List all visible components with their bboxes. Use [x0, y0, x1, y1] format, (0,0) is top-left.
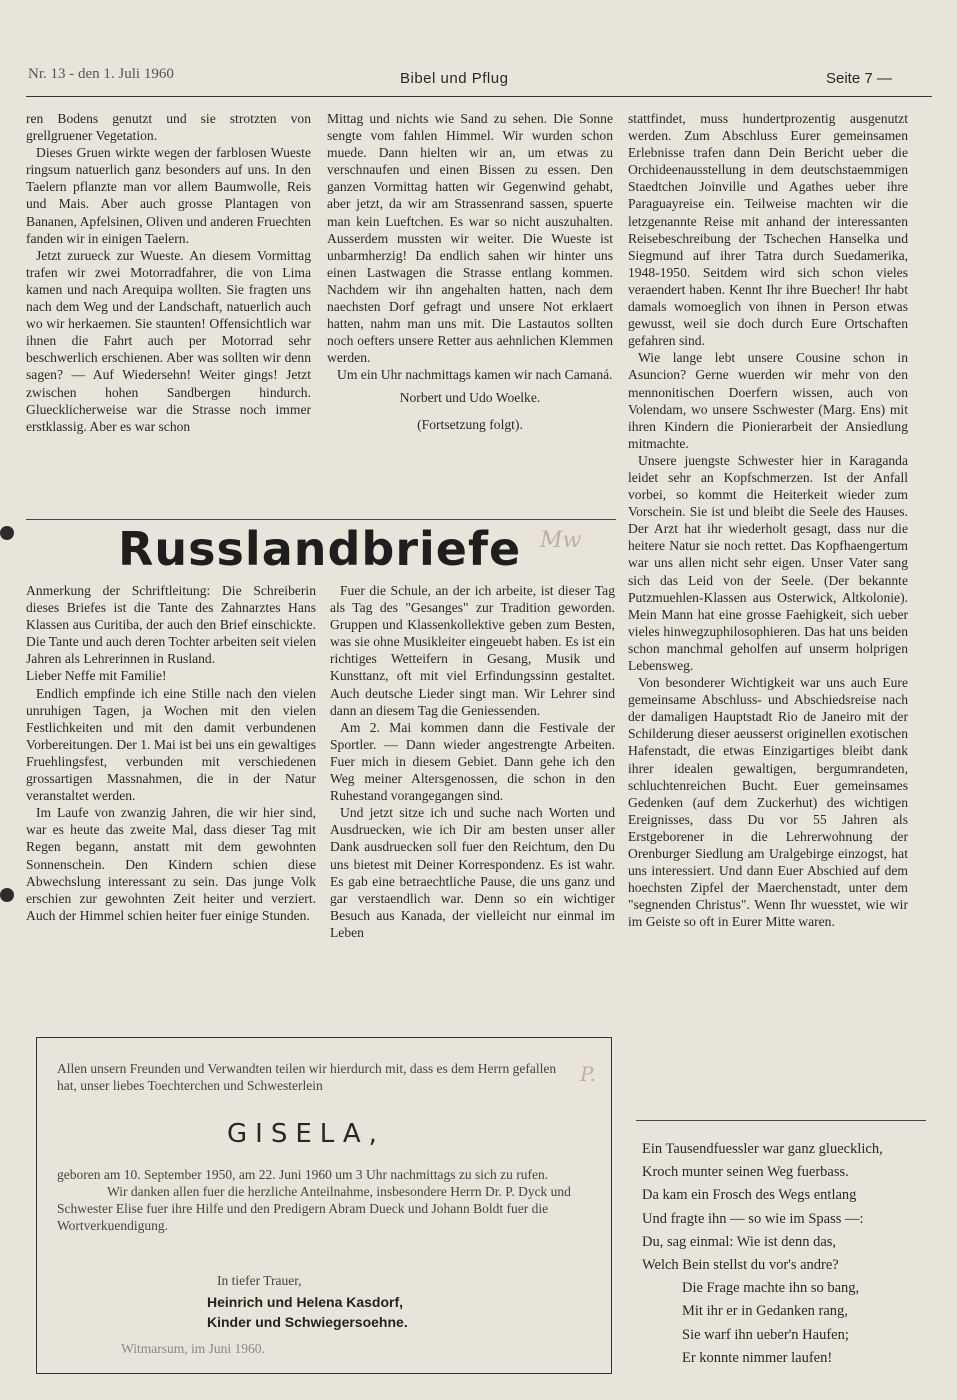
poem-line: Du, sag einmal: Wie ist denn das, [642, 1233, 837, 1250]
paragraph: ren Bodens genutzt und sie strotzten von grellgruener Vegetation. [26, 111, 311, 144]
notice-family [207, 1292, 408, 1332]
paragraph: Endlich empfinde ich eine Stille nach den vielen unruhigen Tagen, ja Wochen mit den vielen Festlichkeiten und mit den damit verbundenen Vorbereitungen. Der 1. Mai ist bei uns ein gewaltiges Fruehlingsfest, verbunden mit verschiedenen grossartigen Massnahmen, die in der Natur veranstaltet werden. [26, 685, 316, 804]
poem-line: Kroch munter seinen Weg fuerbass. [642, 1164, 849, 1181]
russland-column-2 [330, 582, 615, 941]
travel-article-column-1 [26, 110, 311, 435]
poem-line: Und fragte ihn — so wie im Spass —: [642, 1210, 864, 1227]
pencil-annotation: Mw [540, 528, 582, 553]
paragraph: Fuer die Schule, an der ich arbeite, ist dieser Tag als Tag des "Gesanges" zur Tradition geworden. Gruppen und Klassenkollektive geben zum Besten, was sie ohne Musikleiter eingeuebt haben. Es ist ein richtiges Wetteifern in Gesang, Musik und Kunsttanz, oft mit viel Erfindungssinn gestaltet. Auch deutsche Lieder singt man. Wir Lehrer sind dann an diesem Tag die Geniessenden. [330, 583, 615, 718]
editor-note: Anmerkung der Schriftleitung: Die Schreiberin dieses Briefes ist die Tante des Zahnarztes Hans Klassen aus Curitiba, der auch den Brief einschickte. Die Tante und auch deren Tochter arbeiten seit vielen Jahren als Lehrerinnen in Rusland. [26, 583, 316, 667]
punch-hole [0, 888, 14, 902]
notice-family-line-2: Kinder und Schwiegersoehne. [207, 1314, 408, 1330]
letter-continuation-column [628, 110, 908, 931]
poem [642, 1138, 928, 1370]
notice-family-line-1: Heinrich und Helena Kasdorf, [207, 1294, 404, 1310]
poem-line: Mit ihr er in Gedanken rang, [682, 1303, 848, 1320]
paragraph: Im Laufe von zwanzig Jahren, die wir hier sind, war es heute das zweite Mal, dass dieser Tag mit Regen begann, anstatt mit dem gewohnten Sonnenschein. Den Kindern schien diese Abwechslung interessant zu sein. Das junge Volk erschien zur gewohnten Zeit heiter und verziert. Auch der Himmel schien heiter fuer einige Stunden. [26, 805, 316, 923]
paragraph: Von besonderer Wichtigkeit war uns auch Eure gemeinsame Abschluss- und Abschiedsreise nach der damaligen Hauptstadt Rio de Janeiro mit der Schilderung dieser aeusserst originellen exotischen Hafenstadt, die etwas Einzigartiges bleibt dank ihrer idealen gewaltigen, bergumrandeten, schluchtenreichen Bucht. Euer gemeinsames Gedenken (auf dem Zuckerhut) des wichtigen Ereignisses, dass Du vor 55 Jahren als Erstgeborener in die Lehrerwohnung der Orenburger Siedlung am Uralgebirge einzogst, hat uns interessiert. Und dann Euer Abschied auf dem hoechsten Zipfel der Maerchenstadt, unter dem "segnenden Christus". Wenn Ihr wuesstet, wie wir im Geiste so oft in Eurer Mitte waren. [628, 675, 908, 930]
notice-place-date: Witmarsum, im Juni 1960. [121, 1341, 265, 1356]
pencil-annotation: P. [580, 1062, 596, 1086]
header-rule [26, 96, 932, 97]
russland-column-1 [26, 582, 316, 924]
section-title: Russlandbriefe [118, 522, 522, 576]
poem-line: Welch Bein stellst du vor's andre? [642, 1257, 839, 1274]
paragraph: Und jetzt sitze ich und suche nach Worten und Ausdruecken, wie ich Dir am besten unser aller Dank ausdruecken soll fuer den Reichtum, den Du uns bietest mit Deiner Korrespondenz. Es ist wahr. Es gab eine betraechtliche Pause, die uns ganz und gar verstaendlich war. Denn so ein wichtiger Besuch aus Kanada, der vielleicht nur einmal im Leben [330, 805, 615, 940]
notice-name: GISELA, [227, 1119, 385, 1149]
notice-thanks: Wir danken allen fuer die herzliche Anteilnahme, insbesondere Herrn Dr. P. Dyck und Schwester Elise fuer ihre Hilfe und den Predigern Abram Dueck und Johann Boldt fuer die Wortverkuendigung. [57, 1184, 571, 1233]
punch-hole [0, 526, 14, 540]
section-rule [26, 519, 616, 520]
article-signature: Norbert und Udo Woelke. [399, 389, 541, 405]
poem-line: Sie warf ihn ueber'n Haufen; [682, 1326, 849, 1343]
notice-intro: Allen unsern Freunden und Verwandten teilen wir hierdurch mit, dass es dem Herrn gefallen hat, unser liebes Toechterchen und Schwesterlein [57, 1061, 557, 1093]
paragraph: Jetzt zurueck zur Wueste. An diesem Vormittag trafen wir zwei Motorradfahrer, die von Lima kamen und nach Arequipa wollten. Sie fragten uns nach dem Weg und der Landschaft, natuerlich auch wo wir herkaemen. Sie staunten! Offensichtlich war ihnen die Fahrt auch per Motorrad sehr beschwerlich erschienen. Aber was sollten wir denn sagen? — Auf Wiedersehn! Weiter gings! Jetzt zwischen hohen Sandbergen hindurch. Gluecklicherweise war die Strasse noch immer erstklassig. Aber es war schon [26, 247, 311, 434]
paragraph: Unsere juengste Schwester hier in Karaganda leidet sehr an Kopfschmerzen. Ist der Anfall vorbei, so kommt die Heiterkeit wieder zum Vorschein. Sie ist und bleibt die Seele des Hauses. Der Arzt hat ihr wiederholt gesagt, dass nur die heitere Natur sie noch rettet. Das Kopfhaengertum war uns allen nicht sehr eigen. Unser Vater sang sich das Leid von der Seele. (Der bekannte Putzmuehlen-Klassen aus Osterwick, Altkolonie). Mein Mann hat eine grosse Faehigkeit, sich ueber vieles hinwegzuphilosophieren. Das hat uns beiden schon manchmal geholfen auf unserm holprigen Lebensweg. [628, 452, 908, 673]
paragraph: Dieses Gruen wirkte wegen der farblosen Wueste ringsum natuerlich ganz besonders auf uns. In den Taelern pflanzte man vor allem Baumwolle, Reis und Mais. Aber auch grosse Plantagen von Bananen, Apfelsinen, Oliven und anderen Fruechten fanden wir in einigen Taelern. [26, 145, 312, 246]
travel-article-column-2 [327, 110, 613, 433]
poem-line: Da kam ein Frosch des Wegs entlang [642, 1187, 857, 1204]
continued-note: (Fortsetzung folgt). [417, 416, 523, 432]
salutation: Lieber Neffe mit Familie! [26, 668, 167, 684]
issue-date: Nr. 13 - den 1. Juli 1960 [28, 66, 174, 82]
publication-title: Bibel und Pflug [400, 70, 509, 87]
paragraph: stattfindet, muss hundertprozentig ausgenutzt werden. Zum Abschluss Eurer gemeinsamen Erlebnisse trafen dann Dein Bericht ueber die Orchideenausstellung in dem deutschstaemmigen Staedtchen Joinville und Agathes ueber ihre Paraguayreise ein. Teilweise machten wir die letzgenannte Reise mit anhand der interessanten Reisebeschreibung der Tschechen Hanselka und Siegmund auf ihrer Tatra durch Suedamerika, 1948-1950. Seitdem wird sich schon vieles veraendert haben. Kennt Ihr ihre Buecher! Ihr habt damals womoeglich von ihnen in Person etwas gewusst, weil sie doch durch Eure Ortschaften gefahren sind. [628, 111, 908, 349]
paragraph: Wie lange lebt unsere Cousine schon in Asuncion? Gerne wuerden wir mehr von den mennonitischen Doerfern wissen, auch von Volendam, wo unsere Sschwester (Marg. Ens) mit ihren Kindern die Pionierarbeit der Ansiedlung mitmachte. [628, 350, 908, 451]
death-notice [36, 1037, 612, 1374]
poem-rule [636, 1120, 926, 1121]
poem-line: Ein Tausendfuessler war ganz gluecklich, [642, 1141, 883, 1157]
page-number: Seite 7 — [826, 70, 892, 87]
paragraph: Am 2. Mai kommen dann die Festivale der Sportler. — Dann wieder angestrengte Arbeiten. Fuer mich in diesem Gebiet. Dann gehe ich den Weg meiner Altersgenossen, die schon in den Ruhestand vorangegangen sind. [330, 719, 615, 804]
paragraph: Mittag und nichts wie Sand zu sehen. Die Sonne sengte vom fahlen Himmel. Wir wurden schon muede. Dann hielten wir an, um etwas zu verschnaufen und einen Bissen zu essen. Den ganzen Vormittag hatten wir Gegenwind gehabt, aber jetzt, da wir am Strassenrand sassen, spuerte man kein Lueftchen. Es war so nicht auszuhalten. Ausserdem mussten wir weiter. Die Wueste ist unbarmherzig! Da endlich sahen wir hinter uns einen Lastwagen die Strasse entlang kommen. Nachdem wir ihn angehalten hatten, nach dem naechsten Dorf gefragt und unsere Not erklaert hatten, nahm man uns mit. Die Lastautos sollten noch oefters unsere Retter aus aehnlichen Klemmen werden. [327, 111, 613, 366]
poem-line: Die Frage machte ihn so bang, [682, 1280, 860, 1297]
notice-body [57, 1166, 577, 1234]
notice-born: geboren am 10. September 1950, am 22. Juni 1960 um 3 Uhr nachmittags zu sich zu rufen. [57, 1167, 549, 1182]
poem-line: Er konnte nimmer laufen! [682, 1349, 833, 1366]
paragraph: Um ein Uhr nachmittags kamen wir nach Camaná. [337, 367, 613, 383]
notice-mourning: In tiefer Trauer, [217, 1273, 302, 1288]
